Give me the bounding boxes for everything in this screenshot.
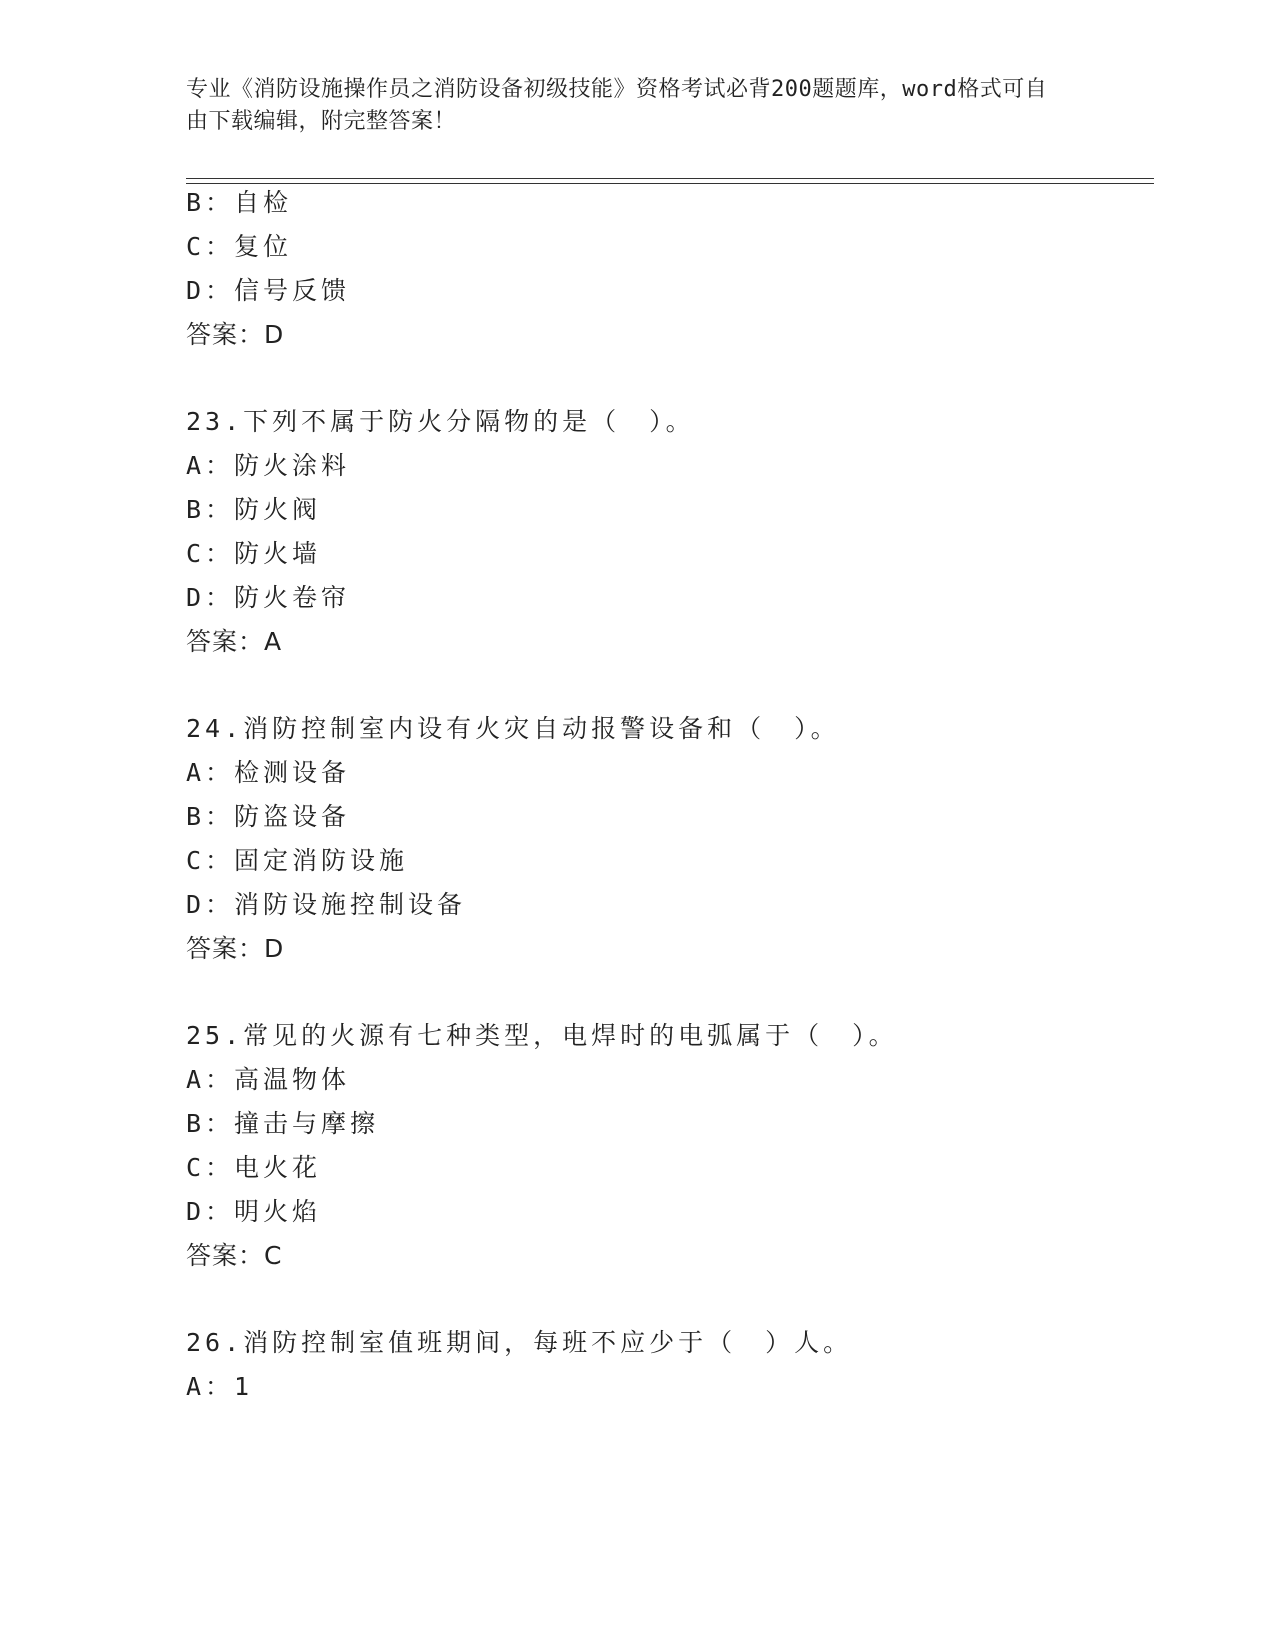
option-d: D：明火焰 bbox=[186, 1197, 322, 1226]
option-d: D：防火卷帘 bbox=[186, 583, 351, 612]
answer-line: 答案：C bbox=[186, 1241, 283, 1270]
document-header: 专业《消防设施操作员之消防设备初级技能》资格考试必背200题题库，word格式可自由下载编辑，附完整答案！ bbox=[186, 77, 1048, 134]
option-d: D：信号反馈 bbox=[186, 276, 351, 305]
option-c: C：电火花 bbox=[186, 1153, 322, 1182]
option-b: B：自检 bbox=[186, 188, 293, 217]
question-stem: 24.消防控制室内设有火灾自动报警设备和（ ）。 bbox=[186, 714, 840, 743]
option-c: C：复位 bbox=[186, 232, 293, 261]
option-a: A：1 bbox=[186, 1372, 254, 1401]
option-a: A：高温物体 bbox=[186, 1065, 351, 1094]
option-c: C：防火墙 bbox=[186, 539, 322, 568]
header-divider-top bbox=[186, 178, 1154, 179]
option-c: C：固定消防设施 bbox=[186, 846, 409, 875]
option-d: D：消防设施控制设备 bbox=[186, 890, 467, 919]
question-stem: 23.下列不属于防火分隔物的是（ ）。 bbox=[186, 407, 695, 436]
answer-line: 答案：D bbox=[186, 934, 285, 963]
answer-line: 答案：D bbox=[186, 320, 285, 349]
option-b: B：撞击与摩擦 bbox=[186, 1109, 380, 1138]
question-stem: 26.消防控制室值班期间，每班不应少于（ ）人。 bbox=[186, 1328, 853, 1357]
option-b: B：防火阀 bbox=[186, 495, 322, 524]
question-stem: 25.常见的火源有七种类型，电焊时的电弧属于（ ）。 bbox=[186, 1021, 898, 1050]
option-b: B：防盗设备 bbox=[186, 802, 351, 831]
option-a: A：检测设备 bbox=[186, 758, 351, 787]
header-divider-bottom bbox=[186, 183, 1154, 184]
answer-line: 答案：A bbox=[186, 627, 283, 656]
option-a: A：防火涂料 bbox=[186, 451, 351, 480]
